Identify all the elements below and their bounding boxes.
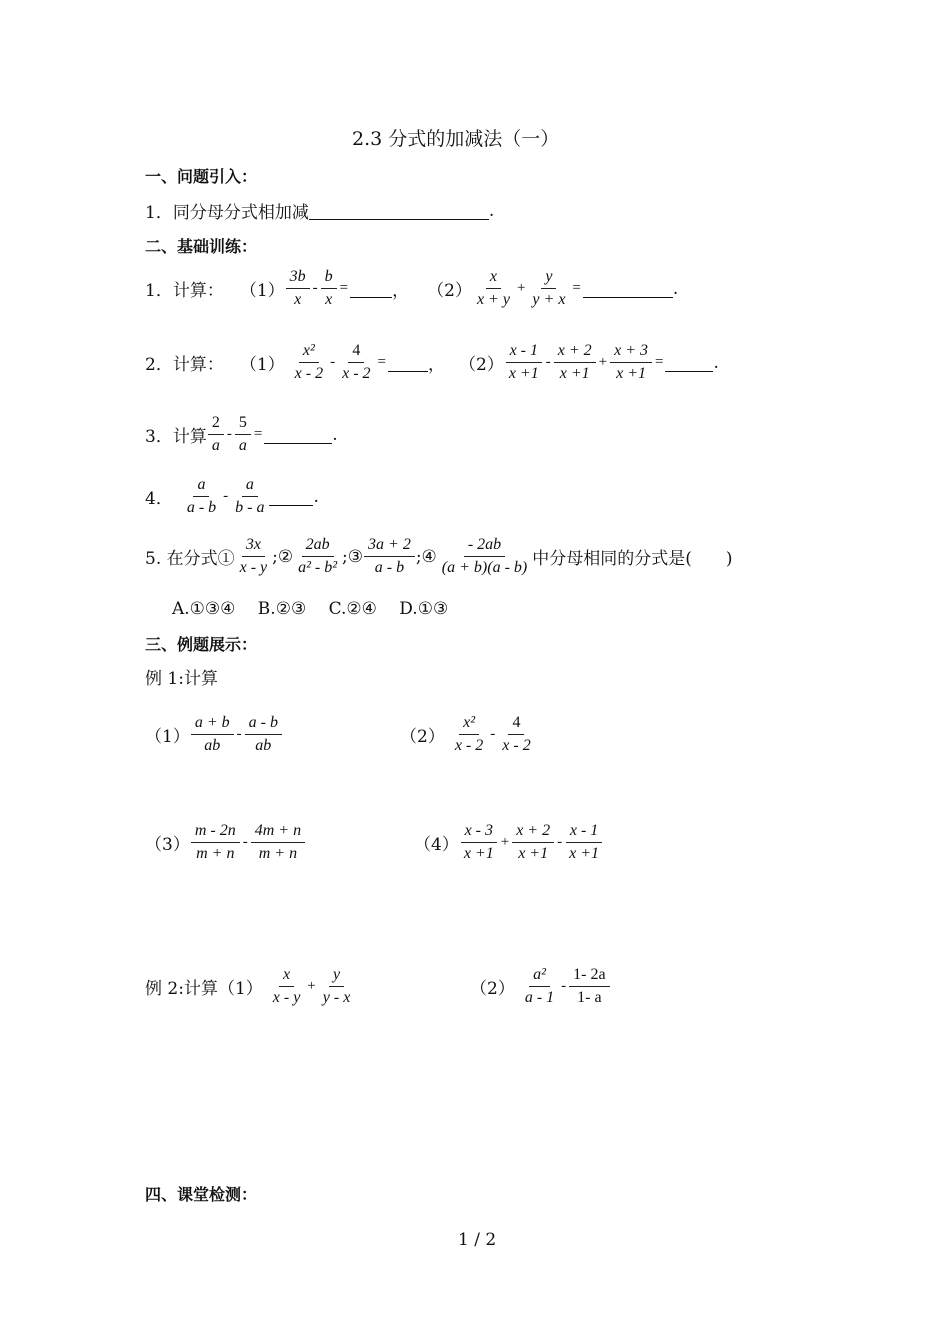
fraction: $\frac{3a + 2}{a - b}$ xyxy=(364,534,415,579)
part-label: （1） xyxy=(145,727,190,747)
operator: - xyxy=(226,426,232,442)
period: . xyxy=(672,278,679,299)
fraction: $\frac{y}{y + x}$ xyxy=(532,268,566,308)
section-heading-1: 一、问题引入： xyxy=(145,167,258,186)
part-label: （1） xyxy=(239,355,285,375)
fraction: $\frac{- 2ab}{(a + b)(a - b)}$ xyxy=(441,536,528,576)
question-label: 4． xyxy=(145,489,173,509)
separator: ;② xyxy=(272,546,294,567)
separator: ;④ xyxy=(415,546,437,567)
fraction: $\frac{4}{x - 2}$ xyxy=(342,342,371,382)
separator: ， xyxy=(392,281,410,301)
answer-blank[interactable] xyxy=(269,487,313,506)
fraction: $\frac{m - 2n}{m + n}$ xyxy=(191,820,240,865)
operator: - xyxy=(490,726,496,742)
fraction: $\frac{a}{b - a}$ xyxy=(235,476,265,516)
example-1-part-2 xyxy=(400,712,536,757)
fraction: $\frac{3x}{x - y}$ xyxy=(239,536,268,576)
section-heading-2: 二、基础训练： xyxy=(145,237,258,256)
operator: - xyxy=(312,280,318,296)
operator: = xyxy=(655,354,664,370)
example-1-part-4 xyxy=(414,820,604,865)
answer-blank[interactable] xyxy=(665,353,713,372)
example-2-label: 例 2:计算（1） xyxy=(145,979,263,999)
example-2-part-1 xyxy=(145,964,355,1009)
fraction: $\frac{a}{a - b}$ xyxy=(186,476,217,516)
fraction: $\frac{x - 3}{x +1}$ xyxy=(460,820,498,865)
operator: = xyxy=(339,280,349,296)
question-2-2 xyxy=(145,340,719,385)
question-2-3 xyxy=(145,412,338,457)
fraction: $\frac{b}{x}$ xyxy=(321,266,337,311)
fraction: $\frac{a - b}{ab}$ xyxy=(245,712,282,757)
fraction: $\frac{x}{x + y}$ xyxy=(476,268,510,308)
fraction: $\frac{y}{y - x}$ xyxy=(322,966,351,1006)
operator: + xyxy=(598,354,608,370)
question-label: 5. 在分式① xyxy=(145,549,235,569)
period: . xyxy=(313,486,319,507)
separator: ， xyxy=(428,355,445,375)
section-heading-3: 三、例题展示： xyxy=(145,635,258,654)
operator: = xyxy=(572,280,581,296)
fraction: $\frac{a + b}{ab}$ xyxy=(191,712,234,757)
answer-blank[interactable] xyxy=(350,279,392,298)
example-1-label: 例 1:计算 xyxy=(145,669,218,689)
fraction: $\frac{\text{x²}}{x - 2}$ xyxy=(454,714,484,754)
section-heading-4: 四、课堂检测： xyxy=(145,1185,258,1204)
question-label: 3．计算 xyxy=(145,427,207,447)
operator: = xyxy=(377,354,386,370)
operator: = xyxy=(253,426,263,442)
operator: + xyxy=(307,978,316,994)
question-1-1 xyxy=(145,198,494,223)
question-label: 2．计算： xyxy=(145,355,224,375)
question-2-5 xyxy=(145,534,732,579)
fraction: $\frac{\text{x²}}{x - 2}$ xyxy=(294,342,324,382)
part-label: （4） xyxy=(414,835,459,855)
answer-blank[interactable] xyxy=(583,279,673,298)
fraction: $\frac{5}{a}$ xyxy=(235,412,251,457)
operator: - xyxy=(236,726,242,742)
fraction: $\frac{4}{x - 2}$ xyxy=(502,714,531,754)
part-label: （3） xyxy=(145,835,190,855)
operator: - xyxy=(561,978,567,994)
part-label: （2） xyxy=(459,355,504,375)
operator: - xyxy=(557,834,563,850)
page-number: 1 / 2 xyxy=(458,1230,497,1250)
example-2-part-2 xyxy=(470,964,611,1009)
example-1-part-1 xyxy=(145,712,283,757)
fraction: $\frac{x + 2}{x +1}$ xyxy=(554,340,596,385)
fraction: $\frac{2ab}{\text{a² - b²}}$ xyxy=(298,536,338,576)
part-label: （2） xyxy=(427,281,472,301)
answer-blank[interactable] xyxy=(388,353,428,372)
part-label: （2） xyxy=(400,727,445,747)
separator: ;③ xyxy=(342,546,364,567)
question-2-1 xyxy=(145,266,678,311)
period: . xyxy=(332,424,338,445)
fraction: $\frac{x + 2}{x +1}$ xyxy=(512,820,554,865)
fraction: $\frac{1- 2a}{1- a}$ xyxy=(569,964,609,1009)
fraction: $\frac{4m + n}{m + n}$ xyxy=(251,820,305,865)
fraction: $\frac{x - 1}{x +1}$ xyxy=(505,340,543,385)
answer-blank[interactable] xyxy=(309,201,489,220)
fraction: $\frac{2}{a}$ xyxy=(208,412,224,457)
fraction: $\frac{x - 1}{x +1}$ xyxy=(565,820,603,865)
fraction: $\frac{3b}{x}$ xyxy=(286,266,310,311)
fraction: $\frac{x + 3}{x +1}$ xyxy=(610,340,652,385)
question-label: 1．计算： xyxy=(145,281,224,301)
operator: - xyxy=(223,488,229,504)
question-2-4 xyxy=(145,474,319,519)
operator: + xyxy=(500,834,510,850)
answer-blank[interactable] xyxy=(264,425,332,444)
operator: - xyxy=(242,834,248,850)
answer-options: A.①③④ B.②③ C.②④ D.①③ xyxy=(172,599,449,619)
fraction: $\frac{\text{a²}}{a - 1}$ xyxy=(524,966,555,1006)
example-1-part-3 xyxy=(145,820,306,865)
question-text: 1．同分母分式相加减 xyxy=(145,203,309,223)
part-label: （1） xyxy=(239,281,285,301)
period: . xyxy=(488,200,495,221)
operator: + xyxy=(516,280,526,296)
page-title: 2.3 分式的加减法（一） xyxy=(352,128,560,150)
fraction: $\frac{x}{x - y}$ xyxy=(272,966,301,1006)
question-tail: 中分母相同的分式是( ) xyxy=(532,549,733,569)
part-label: （2） xyxy=(470,979,515,999)
operator: - xyxy=(330,354,336,370)
operator: - xyxy=(545,354,551,370)
period: . xyxy=(713,352,719,373)
